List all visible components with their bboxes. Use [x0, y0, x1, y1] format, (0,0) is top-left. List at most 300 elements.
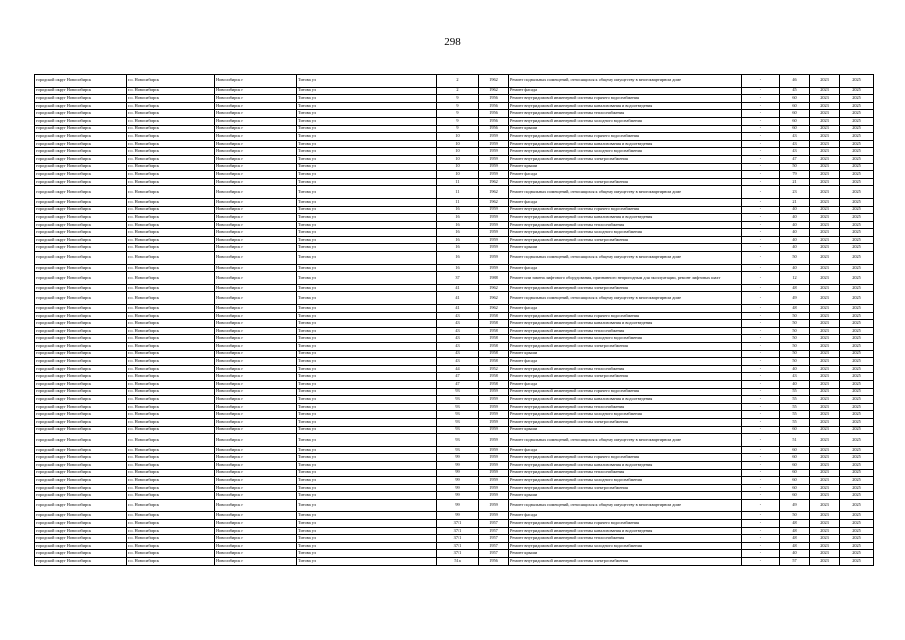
cell-municipality: городской округ Новосибирск — [35, 418, 127, 426]
cell-city-district: г.о. Новосибирск — [127, 373, 215, 381]
cell-city-district: г.о. Новосибирск — [127, 499, 215, 512]
table-row — [35, 350, 874, 358]
cell-municipality: городской округ Новосибирск — [35, 148, 127, 156]
cell-city-district: г.о. Новосибирск — [127, 229, 215, 237]
table-row — [35, 87, 874, 95]
cell-count: 57 — [780, 558, 810, 566]
cell-year-from: 2023 — [810, 272, 840, 285]
cell-dash: - — [742, 335, 780, 343]
cell-municipality: городской округ Новосибирск — [35, 133, 127, 141]
cell-dash: - — [742, 411, 780, 419]
cell-work-type: Ремонт внутридомовой инженерной системы горячего водоснабжения — [509, 454, 742, 462]
cell-dash: - — [742, 365, 780, 373]
cell-year-to: 2025 — [840, 335, 874, 343]
cell-year-from: 2023 — [810, 95, 840, 103]
cell-year-from: 2023 — [810, 373, 840, 381]
cell-count: 40 — [780, 264, 810, 272]
cell-build-year: 1957 — [479, 527, 509, 535]
cell-count: 50 — [780, 350, 810, 358]
cell-work-type: Ремонт внутридомовой инженерной системы электроснабжения — [509, 236, 742, 244]
cell-count: 40 — [780, 229, 810, 237]
cell-settlement: Новосибирск г — [215, 358, 297, 366]
cell-year-to: 2025 — [840, 550, 874, 558]
cell-dash: - — [742, 454, 780, 462]
cell-street: Титова ул — [297, 264, 437, 272]
cell-municipality: городской округ Новосибирск — [35, 312, 127, 320]
table-row — [35, 320, 874, 328]
cell-house-number: 43 — [437, 320, 479, 328]
cell-dash: - — [742, 312, 780, 320]
cell-year-from: 2023 — [810, 186, 840, 199]
cell-city-district: г.о. Новосибирск — [127, 305, 215, 313]
cell-year-to: 2025 — [840, 403, 874, 411]
cell-street: Титова ул — [297, 403, 437, 411]
cell-city-district: г.о. Новосибирск — [127, 492, 215, 500]
table-row — [35, 292, 874, 305]
cell-settlement: Новосибирск г — [215, 520, 297, 528]
cell-street: Титова ул — [297, 434, 437, 447]
cell-municipality: городской округ Новосибирск — [35, 434, 127, 447]
cell-build-year: 1958 — [479, 350, 509, 358]
cell-count: 40 — [780, 550, 810, 558]
cell-street: Титова ул — [297, 358, 437, 366]
table-row — [35, 542, 874, 550]
cell-settlement: Новосибирск г — [215, 558, 297, 566]
cell-year-from: 2023 — [810, 461, 840, 469]
cell-dash: - — [742, 117, 780, 125]
cell-house-number: 41 — [437, 292, 479, 305]
cell-year-from: 2023 — [810, 148, 840, 156]
cell-build-year: 1959 — [479, 418, 509, 426]
cell-count: 60 — [780, 110, 810, 118]
cell-city-district: г.о. Новосибирск — [127, 140, 215, 148]
cell-dash: - — [742, 469, 780, 477]
cell-work-type: Ремонт крыши — [509, 492, 742, 500]
cell-house-number: 99 — [437, 461, 479, 469]
cell-count: 50 — [780, 163, 810, 171]
cell-street: Титова ул — [297, 102, 437, 110]
cell-build-year: 1962 — [479, 284, 509, 292]
cell-year-to: 2025 — [840, 411, 874, 419]
cell-count: 60 — [780, 484, 810, 492]
cell-year-to: 2025 — [840, 365, 874, 373]
cell-year-from: 2023 — [810, 499, 840, 512]
cell-city-district: г.о. Новосибирск — [127, 403, 215, 411]
cell-street: Титова ул — [297, 380, 437, 388]
cell-house-number: 37/1 — [437, 520, 479, 528]
cell-street: Титова ул — [297, 343, 437, 351]
cell-city-district: г.о. Новосибирск — [127, 535, 215, 543]
cell-year-from: 2023 — [810, 380, 840, 388]
cell-year-from: 2023 — [810, 140, 840, 148]
cell-work-type: Ремонт подвальных помещений, относящихся к общему имуществу в многоквартирном доме — [509, 75, 742, 88]
works-table — [34, 74, 874, 566]
cell-city-district: г.о. Новосибирск — [127, 343, 215, 351]
cell-municipality: городской округ Новосибирск — [35, 469, 127, 477]
cell-year-from: 2023 — [810, 312, 840, 320]
cell-settlement: Новосибирск г — [215, 163, 297, 171]
cell-dash: - — [742, 484, 780, 492]
cell-city-district: г.о. Новосибирск — [127, 327, 215, 335]
cell-settlement: Новосибирск г — [215, 426, 297, 434]
cell-build-year: 1958 — [479, 335, 509, 343]
cell-year-to: 2025 — [840, 350, 874, 358]
cell-work-type: Ремонт внутридомовой инженерной системы горячего водоснабжения — [509, 520, 742, 528]
cell-year-to: 2025 — [840, 155, 874, 163]
cell-year-from: 2023 — [810, 292, 840, 305]
cell-year-from: 2023 — [810, 110, 840, 118]
cell-dash: - — [742, 198, 780, 206]
cell-dash: - — [742, 499, 780, 512]
cell-build-year: 1959 — [479, 171, 509, 179]
cell-count: 55 — [780, 388, 810, 396]
cell-work-type: Ремонт внутридомовой инженерной системы горячего водоснабжения — [509, 133, 742, 141]
cell-dash: - — [742, 214, 780, 222]
cell-dash: - — [742, 178, 780, 186]
cell-street: Титова ул — [297, 484, 437, 492]
table-row — [35, 499, 874, 512]
cell-municipality: городской округ Новосибирск — [35, 388, 127, 396]
cell-dash: - — [742, 477, 780, 485]
cell-year-to: 2025 — [840, 117, 874, 125]
cell-build-year: 1956 — [479, 125, 509, 133]
table-row — [35, 117, 874, 125]
cell-build-year: 1959 — [479, 477, 509, 485]
table-row — [35, 335, 874, 343]
cell-house-number: 41 — [437, 305, 479, 313]
cell-municipality: городской округ Новосибирск — [35, 284, 127, 292]
cell-build-year: 1959 — [479, 221, 509, 229]
cell-municipality: городской округ Новосибирск — [35, 492, 127, 500]
cell-municipality: городской округ Новосибирск — [35, 520, 127, 528]
table-row — [35, 171, 874, 179]
cell-house-number: 10 — [437, 163, 479, 171]
cell-settlement: Новосибирск г — [215, 87, 297, 95]
cell-work-type: Ремонт крыши — [509, 550, 742, 558]
cell-work-type: Ремонт фасада — [509, 87, 742, 95]
cell-municipality: городской округ Новосибирск — [35, 535, 127, 543]
cell-year-from: 2023 — [810, 558, 840, 566]
cell-build-year: 1962 — [479, 178, 509, 186]
cell-city-district: г.о. Новосибирск — [127, 388, 215, 396]
cell-settlement: Новосибирск г — [215, 229, 297, 237]
cell-city-district: г.о. Новосибирск — [127, 206, 215, 214]
cell-street: Титова ул — [297, 327, 437, 335]
cell-build-year: 1959 — [479, 499, 509, 512]
cell-count: 48 — [780, 284, 810, 292]
cell-year-from: 2023 — [810, 214, 840, 222]
cell-dash: - — [742, 327, 780, 335]
cell-municipality: городской округ Новосибирск — [35, 87, 127, 95]
cell-year-to: 2025 — [840, 343, 874, 351]
cell-work-type: Ремонт внутридомовой инженерной системы теплоснабжения — [509, 110, 742, 118]
cell-count: 43 — [780, 133, 810, 141]
cell-count: 48 — [780, 520, 810, 528]
cell-dash: - — [742, 380, 780, 388]
table-row — [35, 388, 874, 396]
cell-work-type: Ремонт внутридомовой инженерной системы холодного водоснабжения — [509, 117, 742, 125]
cell-count: 49 — [780, 292, 810, 305]
cell-year-from: 2023 — [810, 477, 840, 485]
cell-street: Титова ул — [297, 396, 437, 404]
cell-settlement: Новосибирск г — [215, 264, 297, 272]
cell-house-number: 10 — [437, 140, 479, 148]
cell-year-to: 2025 — [840, 214, 874, 222]
cell-year-to: 2025 — [840, 461, 874, 469]
cell-work-type: Ремонт внутридомовой инженерной системы канализования и водоотведения — [509, 527, 742, 535]
cell-year-to: 2025 — [840, 535, 874, 543]
cell-municipality: городской округ Новосибирск — [35, 350, 127, 358]
cell-build-year: 1959 — [479, 454, 509, 462]
cell-municipality: городской округ Новосибирск — [35, 542, 127, 550]
table-row — [35, 558, 874, 566]
cell-build-year: 1959 — [479, 229, 509, 237]
cell-dash: - — [742, 542, 780, 550]
cell-house-number: 10 — [437, 148, 479, 156]
cell-municipality: городской округ Новосибирск — [35, 125, 127, 133]
cell-year-from: 2023 — [810, 343, 840, 351]
cell-year-to: 2025 — [840, 148, 874, 156]
cell-work-type: Ремонт крыши — [509, 350, 742, 358]
cell-municipality: городской округ Новосибирск — [35, 206, 127, 214]
cell-build-year: 1957 — [479, 542, 509, 550]
cell-year-from: 2023 — [810, 264, 840, 272]
cell-city-district: г.о. Новосибирск — [127, 484, 215, 492]
cell-year-to: 2025 — [840, 171, 874, 179]
cell-build-year: 1959 — [479, 426, 509, 434]
cell-dash: - — [742, 264, 780, 272]
cell-house-number: 99 — [437, 469, 479, 477]
cell-work-type: Ремонт фасада — [509, 171, 742, 179]
cell-settlement: Новосибирск г — [215, 418, 297, 426]
cell-year-from: 2023 — [810, 284, 840, 292]
cell-year-to: 2025 — [840, 264, 874, 272]
cell-build-year: 1958 — [479, 327, 509, 335]
cell-work-type: Ремонт фасада — [509, 380, 742, 388]
cell-year-to: 2025 — [840, 229, 874, 237]
cell-house-number: 47 — [437, 380, 479, 388]
cell-dash: - — [742, 133, 780, 141]
cell-city-district: г.о. Новосибирск — [127, 520, 215, 528]
cell-settlement: Новосибирск г — [215, 236, 297, 244]
cell-build-year: 1959 — [479, 411, 509, 419]
cell-house-number: 99 — [437, 484, 479, 492]
cell-street: Титова ул — [297, 512, 437, 520]
cell-city-district: г.о. Новосибирск — [127, 125, 215, 133]
cell-city-district: г.о. Новосибирск — [127, 186, 215, 199]
cell-count: 55 — [780, 396, 810, 404]
cell-work-type: Ремонт внутридомовой инженерной системы электроснабжения — [509, 155, 742, 163]
cell-work-type: Ремонт внутридомовой инженерной системы горячего водоснабжения — [509, 312, 742, 320]
cell-municipality: городской округ Новосибирск — [35, 110, 127, 118]
cell-year-to: 2025 — [840, 244, 874, 252]
cell-city-district: г.о. Новосибирск — [127, 171, 215, 179]
cell-municipality: городской округ Новосибирск — [35, 343, 127, 351]
cell-build-year: 1952 — [479, 365, 509, 373]
cell-city-district: г.о. Новосибирск — [127, 312, 215, 320]
cell-house-number: 99 — [437, 477, 479, 485]
cell-count: 50 — [780, 512, 810, 520]
cell-build-year: 1959 — [479, 512, 509, 520]
cell-settlement: Новосибирск г — [215, 117, 297, 125]
cell-build-year: 1959 — [479, 403, 509, 411]
cell-settlement: Новосибирск г — [215, 133, 297, 141]
cell-city-district: г.о. Новосибирск — [127, 198, 215, 206]
cell-municipality: городской округ Новосибирск — [35, 75, 127, 88]
cell-city-district: г.о. Новосибирск — [127, 426, 215, 434]
cell-street: Титова ул — [297, 305, 437, 313]
cell-year-from: 2023 — [810, 244, 840, 252]
cell-house-number: 51а — [437, 558, 479, 566]
cell-build-year: 1958 — [479, 343, 509, 351]
cell-count: 60 — [780, 461, 810, 469]
cell-settlement: Новосибирск г — [215, 350, 297, 358]
cell-build-year: 1959 — [479, 252, 509, 265]
cell-street: Титова ул — [297, 388, 437, 396]
cell-house-number: 37/1 — [437, 550, 479, 558]
cell-city-district: г.о. Новосибирск — [127, 461, 215, 469]
cell-build-year: 1959 — [479, 388, 509, 396]
cell-settlement: Новосибирск г — [215, 75, 297, 88]
cell-build-year: 1962 — [479, 186, 509, 199]
cell-city-district: г.о. Новосибирск — [127, 148, 215, 156]
cell-house-number: 9 — [437, 117, 479, 125]
cell-count: 51 — [780, 434, 810, 447]
cell-year-from: 2023 — [810, 163, 840, 171]
cell-count: 40 — [780, 365, 810, 373]
cell-house-number: 9 — [437, 125, 479, 133]
cell-house-number: 10 — [437, 133, 479, 141]
cell-count: 12 — [780, 272, 810, 285]
cell-build-year: 1957 — [479, 550, 509, 558]
cell-year-to: 2025 — [840, 373, 874, 381]
table-row — [35, 446, 874, 454]
cell-settlement: Новосибирск г — [215, 335, 297, 343]
cell-street: Титова ул — [297, 499, 437, 512]
cell-work-type: Ремонт внутридомовой инженерной системы горячего водоснабжения — [509, 95, 742, 103]
cell-street: Титова ул — [297, 75, 437, 88]
cell-year-to: 2025 — [840, 520, 874, 528]
cell-dash: - — [742, 229, 780, 237]
cell-year-from: 2023 — [810, 229, 840, 237]
cell-municipality: городской округ Новосибирск — [35, 214, 127, 222]
cell-settlement: Новосибирск г — [215, 535, 297, 543]
cell-build-year: 1956 — [479, 117, 509, 125]
cell-city-district: г.о. Новосибирск — [127, 292, 215, 305]
cell-work-type: Ремонт внутридомовой инженерной системы канализования и водоотведения — [509, 396, 742, 404]
cell-municipality: городской округ Новосибирск — [35, 178, 127, 186]
cell-count: 60 — [780, 446, 810, 454]
cell-count: 40 — [780, 206, 810, 214]
cell-year-to: 2025 — [840, 542, 874, 550]
cell-count: 45 — [780, 87, 810, 95]
cell-work-type: Ремонт внутридомовой инженерной системы холодного водоснабжения — [509, 229, 742, 237]
cell-municipality: городской округ Новосибирск — [35, 461, 127, 469]
cell-dash: - — [742, 75, 780, 88]
table-row — [35, 358, 874, 366]
cell-count: 40 — [780, 214, 810, 222]
cell-year-from: 2023 — [810, 446, 840, 454]
cell-year-from: 2023 — [810, 125, 840, 133]
cell-year-from: 2023 — [810, 469, 840, 477]
cell-house-number: 2 — [437, 75, 479, 88]
cell-house-number: 9 — [437, 95, 479, 103]
cell-year-to: 2025 — [840, 110, 874, 118]
cell-municipality: городской округ Новосибирск — [35, 229, 127, 237]
table-row — [35, 148, 874, 156]
cell-dash: - — [742, 403, 780, 411]
cell-year-to: 2025 — [840, 426, 874, 434]
cell-house-number: 43 — [437, 327, 479, 335]
cell-build-year: 1958 — [479, 358, 509, 366]
cell-street: Титова ул — [297, 95, 437, 103]
cell-house-number: 93 — [437, 388, 479, 396]
cell-year-to: 2025 — [840, 133, 874, 141]
cell-count: 60 — [780, 125, 810, 133]
cell-count: 79 — [780, 171, 810, 179]
cell-work-type: Ремонт подвальных помещений, относящихся к общему имуществу в многоквартирном доме — [509, 186, 742, 199]
cell-dash: - — [742, 461, 780, 469]
cell-year-from: 2023 — [810, 320, 840, 328]
cell-count: 48 — [780, 527, 810, 535]
cell-year-to: 2025 — [840, 75, 874, 88]
cell-street: Титова ул — [297, 527, 437, 535]
cell-municipality: городской округ Новосибирск — [35, 264, 127, 272]
cell-settlement: Новосибирск г — [215, 446, 297, 454]
cell-dash: - — [742, 148, 780, 156]
cell-municipality: городской округ Новосибирск — [35, 140, 127, 148]
cell-city-district: г.о. Новосибирск — [127, 95, 215, 103]
cell-count: 55 — [780, 403, 810, 411]
cell-street: Титова ул — [297, 426, 437, 434]
cell-settlement: Новосибирск г — [215, 292, 297, 305]
cell-municipality: городской округ Новосибирск — [35, 380, 127, 388]
cell-settlement: Новосибирск г — [215, 178, 297, 186]
cell-work-type: Ремонт внутридомовой инженерной системы горячего водоснабжения — [509, 388, 742, 396]
cell-year-from: 2023 — [810, 403, 840, 411]
cell-year-to: 2025 — [840, 125, 874, 133]
cell-city-district: г.о. Новосибирск — [127, 477, 215, 485]
cell-year-to: 2025 — [840, 284, 874, 292]
cell-street: Титова ул — [297, 492, 437, 500]
cell-house-number: 47 — [437, 373, 479, 381]
cell-count: 50 — [780, 358, 810, 366]
cell-street: Титова ул — [297, 140, 437, 148]
cell-city-district: г.о. Новосибирск — [127, 163, 215, 171]
cell-year-to: 2025 — [840, 95, 874, 103]
cell-year-from: 2023 — [810, 542, 840, 550]
cell-street: Титова ул — [297, 198, 437, 206]
cell-house-number: 43 — [437, 343, 479, 351]
cell-year-to: 2025 — [840, 380, 874, 388]
table-row — [35, 469, 874, 477]
table-row — [35, 284, 874, 292]
cell-city-district: г.о. Новосибирск — [127, 236, 215, 244]
cell-build-year: 1958 — [479, 373, 509, 381]
cell-dash: - — [742, 527, 780, 535]
table-row — [35, 403, 874, 411]
cell-settlement: Новосибирск г — [215, 512, 297, 520]
cell-build-year: 1959 — [479, 434, 509, 447]
table-row — [35, 327, 874, 335]
cell-city-district: г.о. Новосибирск — [127, 110, 215, 118]
cell-dash: - — [742, 396, 780, 404]
cell-year-from: 2023 — [810, 411, 840, 419]
cell-dash: - — [742, 492, 780, 500]
cell-count: 43 — [780, 148, 810, 156]
cell-year-from: 2023 — [810, 527, 840, 535]
cell-house-number: 37/1 — [437, 535, 479, 543]
